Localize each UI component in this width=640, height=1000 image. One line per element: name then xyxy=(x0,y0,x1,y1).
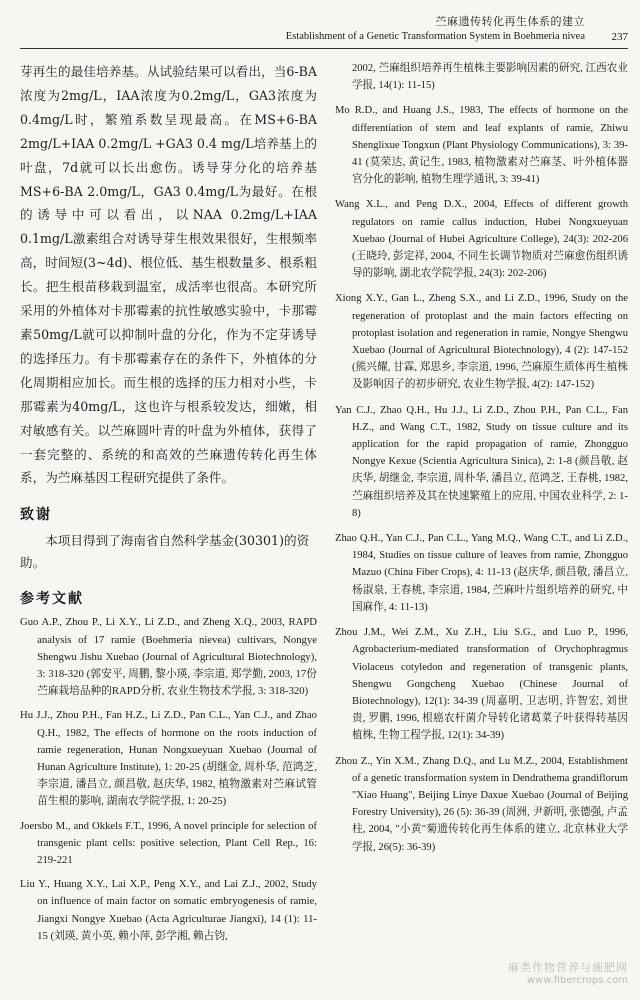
references-heading: 参考文献 xyxy=(20,591,84,608)
reference-list-right xyxy=(335,60,628,856)
right-column xyxy=(335,60,628,970)
watermark-text-en: www.fibercrops.com xyxy=(526,975,628,986)
reference-item-continued: 2002, 苎麻组织培养再生植株主要影响因素的研究, 江西农业学报, 14(1): 11-15) xyxy=(351,63,628,92)
reference-item: Zhou Z., Yin X.M., Zhang D.Q., and Lu M.Z., 2004, Establishment of a genetic transformation system in Dendrathema grandiflorum "Xiao Huang", Beijing Linye Daxue Xuebao (Journal of Beijing Forestry University), 26 (5): 36-39 (周洲, 尹新明, 张德强, 卢孟柱, 2004, "小黄"菊遗传转化再生体系的建立, 北京林业大学学报, 26(5): 36-39) xyxy=(335,755,628,853)
acknowledgement-heading: 致谢 xyxy=(20,507,52,524)
reference-item: Wang X.L., and Peng D.X., 2004, Effects of different growth regulators on ramie callus induction, Hubei Nongxueyuan Xuebao (Journal of Hubei Agriculture College), 24(3): 202-206 (王晓玲, 彭定祥, 2004, 不同生长调节物质对苎麻愈伤组织诱导的影响, 湖北农学院学报, 24(3): 202-206) xyxy=(335,199,628,280)
site-watermark xyxy=(508,959,628,986)
reference-item: Yan C.J., Zhao Q.H., Hu J.J., Li Z.D., Zhou P.H., Pan C.L., Fan H.Z., and Wang C.T., 1982, Study on tissue culture and its application for the rapid propagation of ramie, Zhongguo Nongye Kexue (Scientia Agricultura Sinica), 2: 1-8 (颜昌敬, 赵庆华, 胡继金, 李宗道, 周朴华, 潘昌立, 范鸿芝, 王春桃, 1982, 苎麻组织培养及其在快速繁殖上的应用, 中国农业科学, 2: 1-8) xyxy=(335,404,628,519)
watermark-text-cn: 麻类作物营养与施肥网 xyxy=(508,961,628,974)
running-title-cn: 苎麻遗传转化再生体系的建立 xyxy=(435,15,585,28)
reference-item: Mo R.D., and Huang J.S., 1983, The effects of hormone on the differentiation of stem and leaf explants of ramie, Zhiwu Shenglixue Tongxun (Plant Physiology Communications), 3: 39-41 (莫荣达, 黄记生, 1983, 植物激素对苎麻茎、叶外植体器官分化的影响, 植物生理学通讯, 3: 39-41) xyxy=(335,105,628,186)
reference-item: Zhao Q.H., Yan C.J., Pan C.L., Yang M.Q., Wang C.T., and Li Z.D., 1984, Studies on tissue culture of leaves from ramie, Zhongguo Mazuo (China Fiber Crops), 4: 11-13 (赵庆华, 颜昌敬, 潘昌立, 杨淑泉, 王春桃, 李宗道, 1984, 苎麻叶片组织培养的研究, 中国麻作, 4: 11-13) xyxy=(335,533,628,613)
reference-item: Hu J.J., Zhou P.H., Fan H.Z., Li Z.D., Pan C.L., Yan C.J., and Zhao Q.H., 1982, The effects of hormone on the roots induction of ramie regeneration, Hunan Nongxueyuan Xuebao (Journal of Hunan Agriculture Institute), 1: 20-25 (胡继金, 周朴华, 范鸿芝, 李宗道, 潘昌立, 颜昌敬, 赵庆华, 1982, 植物激素对苎麻试管苗生根的影响, 湖南农学院学报, 1: 20-25) xyxy=(20,709,317,808)
reference-list-left xyxy=(20,614,317,945)
reference-item: Liu Y., Huang X.Y., Lai X.P., Peng X.Y., and Lai Z.J., 2002, Study on influence of main factor on somatic embryogenesis of ramie, Jiangxi Nongye Xuebao (Acta Agriculturae Jiangxi), 14 (1): 11-15 (刘瑛, 黄小英, 赖小萍, 彭学湘, 赖占钧, xyxy=(20,878,317,942)
page-header xyxy=(0,0,640,56)
left-column xyxy=(20,60,317,960)
acknowledgement-text: 本项目得到了海南省自然科学基金(30301)的资助。 xyxy=(20,533,310,571)
header-rule xyxy=(20,48,628,49)
discussion-paragraph: 芽再生的最佳培养基。从试验结果可以看出，当6-BA浓度为2mg/L，IAA浓度为0.2mg/L，GA3浓度为0.4mg/L时，繁殖系数呈现最高。在MS+6-BA 2mg/L+IAA 0.2mg/L +GA3 0.4 mg/L培养基上的叶盘，7d就可以长出愈伤。诱导芽分化的培养基MS+6-BA 2.0mg/L，GA3 0.4mg/L为最好。在根的诱导中可以看出，以NAA 0.2mg/L+IAA 0.1mg/L激素组合对诱导芽生根效果很好，生根频率高，时间短(3~4d)、根位低、基生根数量多、根系粗长。把生根苗移栽到温室，成活率也很高。本研究所采用的外植体对卡那霉素的抗性敏感实验中，卡那霉素50mg/L就可以抑制叶盘的分化，作为不定芽诱导的选择压力。有卡那霉素存在的条件下，外植体的分化周期相应加长。而生根的选择的压力相对小些，卡那霉素为40mg/L，这也许与根系较发达，细嫩，相对敏感有关。以苎麻圆叶青的叶盘为外植体，获得了一套完整的、系统的和高效的苎麻遗传转化再生体系，为苎麻基因工程研究提供了条件。 xyxy=(20,64,317,486)
running-title-en: Establishment of a Genetic Transformation System in Boehmeria nivea xyxy=(285,31,585,42)
reference-item: Zhou J.M., Wei Z.M., Xu Z.H., Liu S.G., and Luo P., 1996, Agrobacterium-mediated transformation of Orychophragmus Violaceus cotyledon and regeneration of transgenic plants, Shengwu Gongcheng Xuebao (Chinese Journal of Biotechnology), 12(1): 34-39 (周嘉明, 卫志明, 许智宏, 刘世贵, 罗鹏, 1996, 根癌农杆菌介导转化诸葛菜子叶获得转基因植株, 生物工程学报, 12(1): 34-39) xyxy=(335,627,628,742)
page-number: 237 xyxy=(611,31,628,43)
reference-item: Xiong X.Y., Gan L., Zheng S.X., and Li Z.D., 1996, Study on the regeneration of protoplast and the main factors effecting on protoplast isolation and regeneration in ramie, Nongye Shengwu Xuebao (Journal of Agricultural Biotechnology), 4 (2): 147-152 (熊兴耀, 甘霖, 郑思乡, 李宗道, 1996, 苎麻原生质体再生植株及影响因子的初步研究, 农业生物学报, 4(2): 147-152) xyxy=(335,293,628,391)
reference-item: Joersbo M., and Okkels F.T., 1996, A novel principle for selection of transgenic plant cells: positive selection, Plant Cell Rep., 16: 219-221 xyxy=(20,819,317,866)
reference-item: Guo A.P., Zhou P., Li X.Y., Li Z.D., and Zheng X.Q., 2003, RAPD analysis of 17 ramie (Boehmeria nievea) cultivars, Nongye Shengwu Jishu Xuebao (Journal of Agricultural Biotechnology), 3: 318-320 (郭安平, 周鹏, 黎小瑛, 李宗道, 郑学勤, 2003, 17份苎麻栽培品种的RAPD分析, 农业生物技术学报, 3: 318-320) xyxy=(20,616,317,698)
